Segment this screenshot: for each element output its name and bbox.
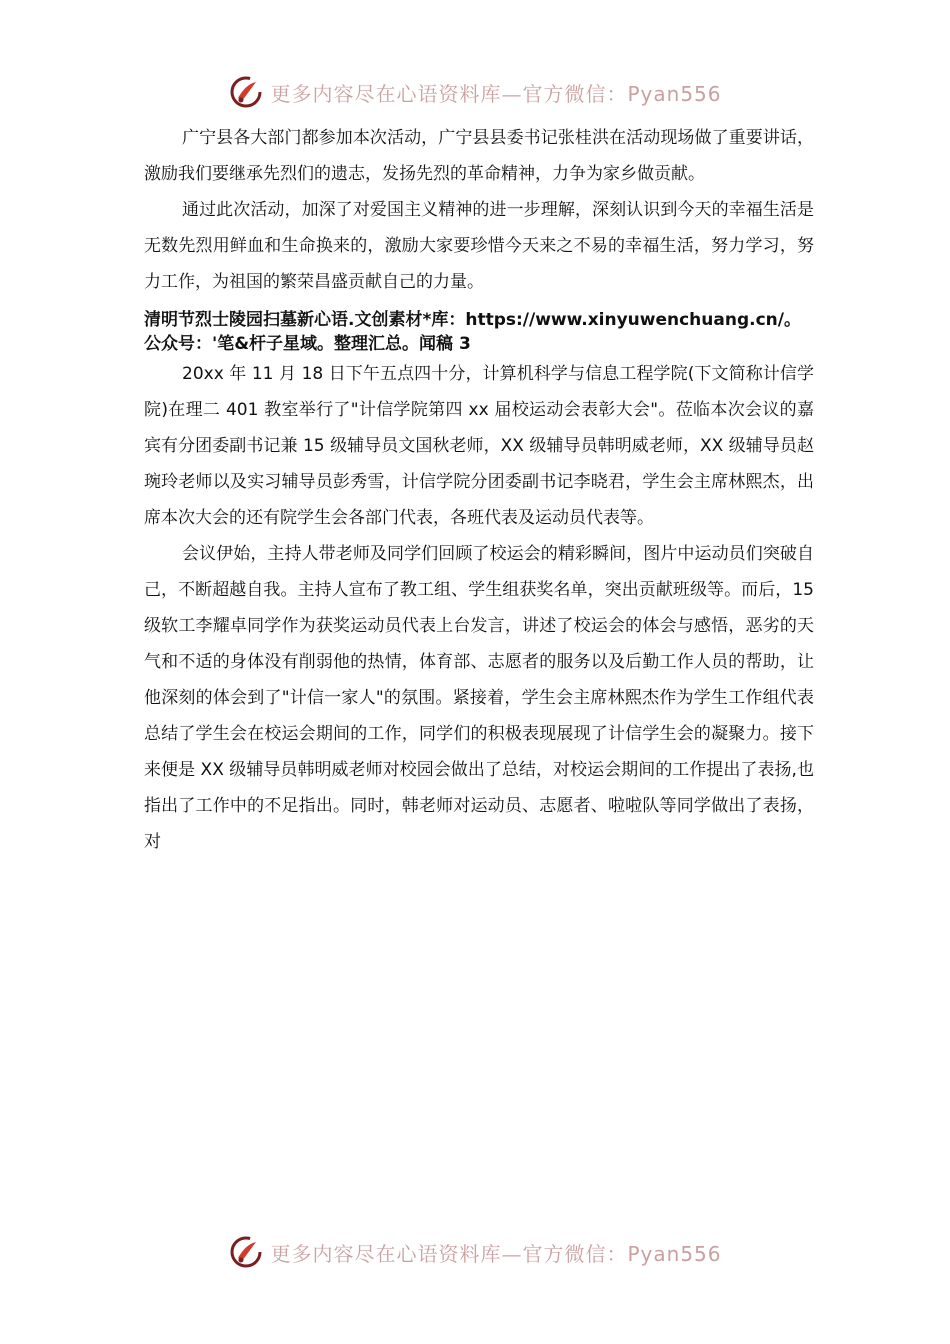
banner-wechat-id: Pyan556	[627, 1241, 722, 1266]
document-body	[144, 120, 814, 860]
paragraph: 20xx 年 11 月 18 日下午五点四十分，计算机科学与信息工程学院(下文简称计信学院)在理二 401 教室举行了"计信学院第四 xx 届校运动会表彰大会"。莅临本次会议的嘉宾有分团委副书记兼 15 级辅导员文国秋老师，XX 级辅导员韩明威老师，XX 级辅导员赵琬玲老师以及实习辅导员彭秀雪，计信学院分团委副书记李晓君，学生会主席林熙杰，出席本次大会的还有院学生会各部门代表，各班代表及运动员代表等。	[144, 364, 814, 528]
banner-label: 更多内容尽在心语资料库—官方微信：	[270, 81, 628, 106]
paragraph: 会议伊始，主持人带老师及同学们回顾了校运会的精彩瞬间，图片中运动员们突破自己，不断超越自我。主持人宣布了教工组、学生组获奖名单，突出贡献班级等。而后，15 级软工李耀卓同学作为获奖运动员代表上台发言，讲述了校运会的体会与感悟，恶劣的天气和不适的身体没有削弱他的热情，体育部、志愿者的服务以及后勤工作人员的帮助，让他深刻的体会到了"计信一家人"的氛围。紧接着，学生会主席林熙杰作为学生工作组代表总结了学生会在校运会期间的工作，同学们的积极表现展现了计信学生会的凝聚力。接下来便是 XX 级辅导员韩明威老师对校园会做出了总结，对校运会期间的工作提出了表扬,也指出了工作中的不足指出。同时，韩老师对运动员、志愿者、啦啦队等同学做出了表扬，对	[144, 544, 814, 852]
paragraph: 通过此次活动，加深了对爱国主义精神的进一步理解，深刻认识到今天的幸福生活是无数先烈用鲜血和生命换来的，激励大家要珍惜今天来之不易的幸福生活，努力学习，努力工作，为祖国的繁荣昌盛贡献自己的力量。	[144, 200, 814, 292]
footer-banner	[0, 1232, 950, 1272]
paragraph: 广宁县各大部门都参加本次活动，广宁县县委书记张桂洪在活动现场做了重要讲话，激励我们要继承先烈们的遗志，发扬先烈的革命精神，力争为家乡做贡献。	[144, 128, 814, 184]
banner-label: 更多内容尽在心语资料库—官方微信：	[270, 1241, 628, 1266]
banner-text	[270, 1238, 721, 1267]
header-banner	[0, 72, 950, 112]
ink-brush-circle-logo-icon	[228, 74, 264, 110]
banner-wechat-id: Pyan556	[627, 81, 722, 106]
section-heading: 清明节烈士陵园扫墓新心语.文创素材*库：https://www.xinyuwenchuang.cn/。公众号：'笔&杆子星域。整理汇总。闻稿 3	[144, 310, 801, 354]
banner-text	[270, 78, 721, 107]
ink-brush-circle-logo-icon	[228, 1234, 264, 1270]
